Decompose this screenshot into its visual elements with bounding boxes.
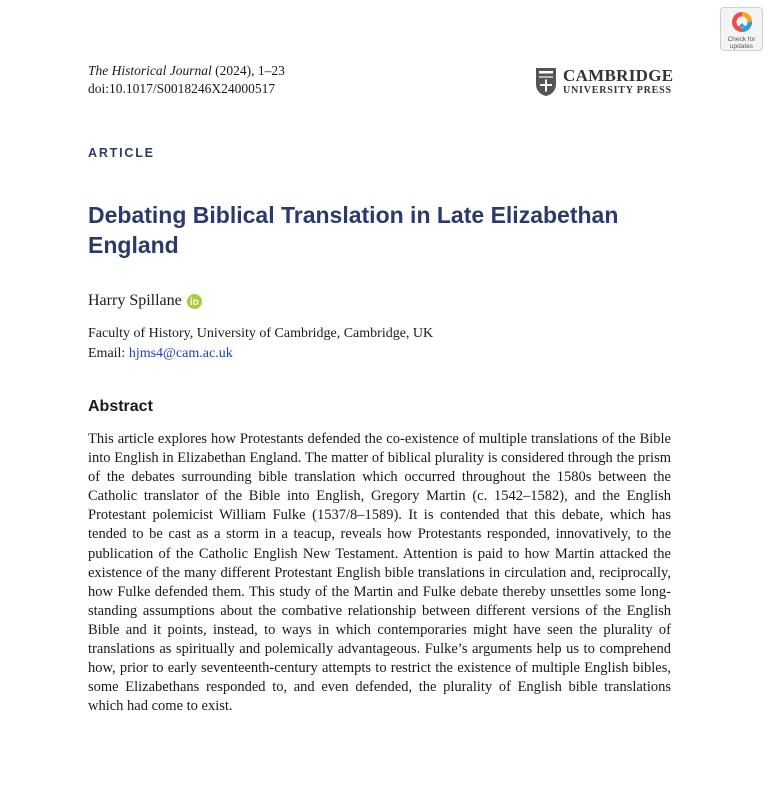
affiliation: Faculty of History, University of Cambridge, Cambridge, UK xyxy=(88,326,434,341)
doi[interactable]: doi:10.1017/S0018246X24000517 xyxy=(88,81,276,96)
publisher-sub: UNIVERSITY PRESS xyxy=(563,85,672,96)
orcid-icon[interactable] xyxy=(187,294,202,309)
check-for-updates-badge[interactable] xyxy=(720,7,763,51)
email-line xyxy=(88,344,233,363)
cambridge-shield-icon xyxy=(535,67,557,97)
journal-name: The Historical Journal xyxy=(88,63,212,78)
check-for-updates-icon xyxy=(731,11,753,35)
author-name[interactable]: Harry Spillane xyxy=(88,292,182,309)
author xyxy=(88,291,202,311)
publisher-name: CAMBRIDGE xyxy=(563,66,674,85)
article-title: Debating Biblical Translation in Late Elizabethan England xyxy=(88,202,619,258)
badge-label: Check for updates xyxy=(727,36,756,50)
journal-meta: (2024), 1–23 xyxy=(211,63,285,78)
journal-citation xyxy=(88,62,285,79)
email-link[interactable]: hjms4@cam.ac.uk xyxy=(128,346,233,361)
email-label: Email: xyxy=(88,346,129,361)
article-type-label: ARTICLE xyxy=(88,146,155,160)
abstract-text: This article explores how Protestants defended the co-existence of multiple translations of the Bible into English in Elizabethan England. The matter of biblical plurality is considered through the prism of the debates surrounding bible translation which occurred throughout the 1580s between the Catholic translator of the Bible into English, Gregory Martin (c. 1542–1582), and the English Protestant polemicist William Fulke (1537/8–1589). It is contended that this debate, which has tended to be cast as a storm in a teacup, reveals how Protestants responded, innovatively, to the publication of the Catholic English New Testament. Attention is paid to how Martin attacked the existence of the many different Protestant English bible translations in circulation and, reciprocally, how Fulke defended them. This study of the Martin and Fulke debate thereby unsettles some long-standing assumptions about the combative relationship between different versions of the English Bible and it points, instead, to ways in which contemporaries might have seen the plurality of translations as spiritually and polemically advantageous. Fulke’s arguments help us to comprehend how, prior to early seventeenth-century attempts to restrict the existence of multiple English bibles, some Elizabethans responded to, and even defended, the plurality of English bible translations which had come to exist. xyxy=(88,431,671,715)
abstract-heading: Abstract xyxy=(88,398,153,415)
